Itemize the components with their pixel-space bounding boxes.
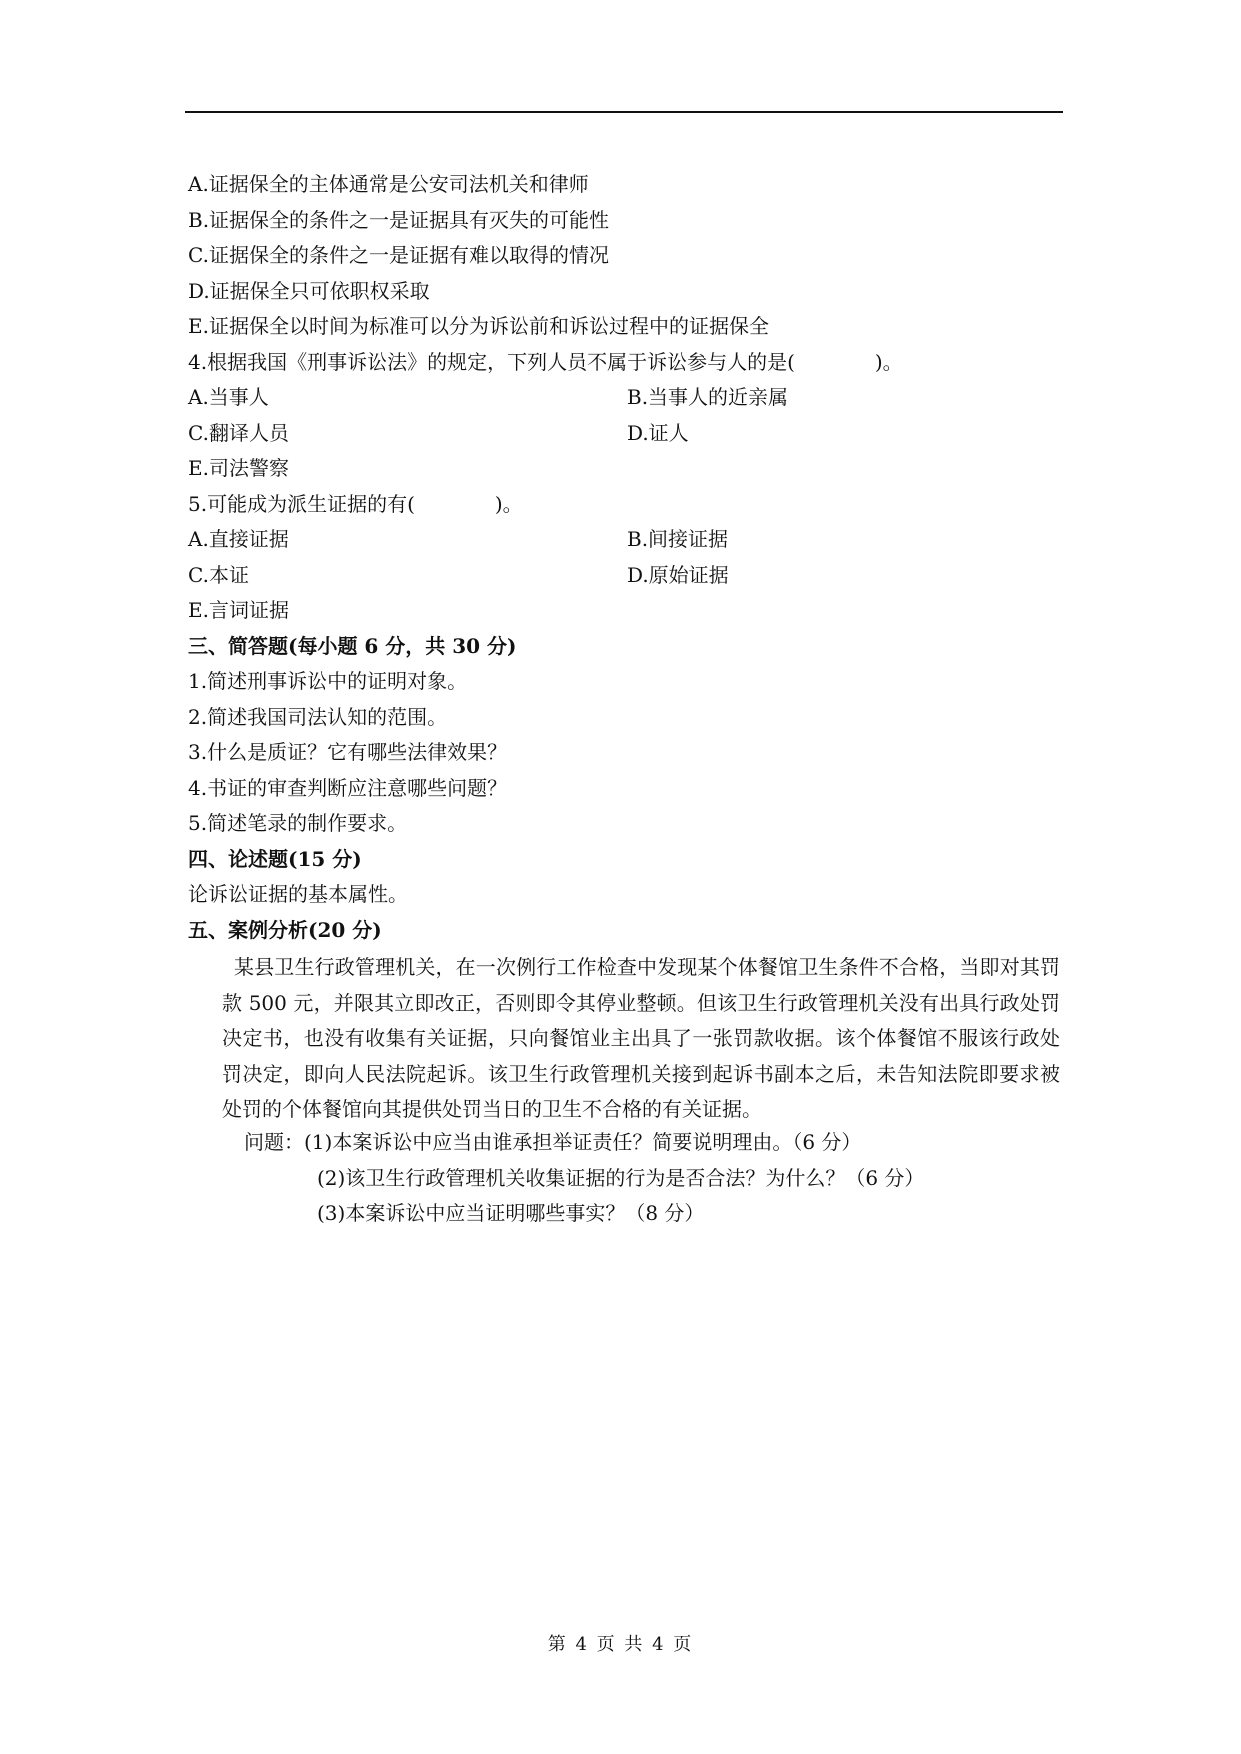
short-answer-item: 4.书证的审查判断应注意哪些问题？ xyxy=(188,776,508,800)
short-answer-item: 2.简述我国司法认知的范围。 xyxy=(188,705,448,729)
q3-option-d: D.证据保全只可依职权采取 xyxy=(188,279,430,303)
q3-option-c: C.证据保全的条件之一是证据有难以取得的情况 xyxy=(188,243,609,267)
q4-option-d: D.证人 xyxy=(627,421,689,445)
short-answer-item: 1.简述刑事诉讼中的证明对象。 xyxy=(188,669,468,693)
q4-option-a: A.当事人 xyxy=(188,385,269,409)
header-rule xyxy=(185,111,1063,113)
case-text-body: 某县卫生行政管理机关，在一次例行工作检查中发现某个体餐馆卫生条件不合格，当即对其罚款 500 元，并限其立即改正，否则即令其停业整顿。但该卫生行政管理机关没有出具行政处罚决定书，也没有收集有关证据，只向餐馆业主出具了一张罚款收据。该个体餐馆不服该行政处罚决定，即向人民法院起诉。该卫生行政管理机关接到起诉书副本之后，未告知法院即要求被处罚的个体餐馆向其提供处罚当日的卫生不合格的有关证据。 xyxy=(222,955,1060,1121)
section5-heading: 五、案例分析(20 分) xyxy=(188,918,382,942)
case-question-1: 问题：(1)本案诉讼中应当由谁承担举证责任？简要说明理由。（6 分） xyxy=(244,1130,862,1154)
q4-stem: 4.根据我国《刑事诉讼法》的规定，下列人员不属于诉讼参与人的是( )。 xyxy=(188,350,903,374)
q5-option-d: D.原始证据 xyxy=(627,563,729,587)
essay-question: 论诉讼证据的基本属性。 xyxy=(188,882,408,906)
section3-heading: 三、简答题(每小题 6 分，共 30 分) xyxy=(188,634,517,658)
q4-option-c: C.翻译人员 xyxy=(188,421,289,445)
q5-option-c: C.本证 xyxy=(188,563,249,587)
short-answer-item: 5.简述笔录的制作要求。 xyxy=(188,811,408,835)
page-footer: 第 4 页 共 4 页 xyxy=(547,1634,694,1655)
q5-stem: 5.可能成为派生证据的有( )。 xyxy=(188,492,523,516)
q5-option-b: B.间接证据 xyxy=(627,527,729,551)
q4-option-b: B.当事人的近亲属 xyxy=(627,385,789,409)
q5-option-a: A.直接证据 xyxy=(188,527,289,551)
case-question-2: (2)该卫生行政管理机关收集证据的行为是否合法？为什么？（6 分） xyxy=(317,1166,925,1190)
case-question-3: (3)本案诉讼中应当证明哪些事实？（8 分） xyxy=(317,1201,705,1225)
q3-option-b: B.证据保全的条件之一是证据具有灭失的可能性 xyxy=(188,208,610,232)
q3-option-a: A.证据保全的主体通常是公安司法机关和律师 xyxy=(188,172,589,196)
section4-heading: 四、论述题(15 分) xyxy=(188,847,362,871)
q3-option-e: E.证据保全以时间为标准可以分为诉讼前和诉讼过程中的证据保全 xyxy=(188,314,769,338)
short-answer-item: 3.什么是质证？它有哪些法律效果？ xyxy=(188,740,508,764)
q5-option-e: E.言词证据 xyxy=(188,598,289,622)
case-text xyxy=(222,950,1060,1128)
q4-option-e: E.司法警察 xyxy=(188,456,289,480)
